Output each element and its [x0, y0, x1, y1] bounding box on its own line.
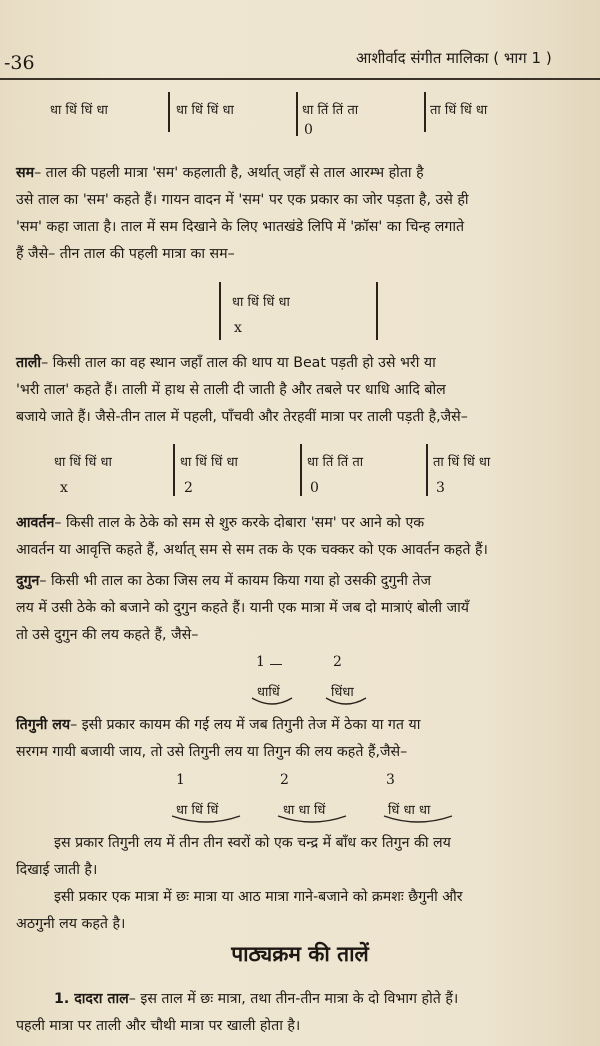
matra-number: 2	[280, 772, 289, 788]
paragraph-line: – किसी भी ताल का ठेका जिस लय में कायम किया गया हो उसकी दुगुनी तेज	[39, 573, 431, 589]
theka-group: धा धिं धिं धा	[50, 103, 108, 118]
chandra-arcs	[248, 696, 428, 712]
term-dugun: दुगुन	[16, 573, 40, 589]
tigun-group: धिं धा धा	[388, 803, 431, 818]
tali-paragraph	[16, 350, 586, 431]
theka-group: धा तिं तिं ता	[307, 455, 364, 470]
vibhag-divider	[300, 444, 302, 496]
paragraph-line: – किसी ताल का वह स्थान जहाँ ताल की थाप या Beat पड़ती हो उसे भरी या	[41, 355, 436, 371]
paragraph-line: – ताल की पहली मात्रा 'सम' कहलाती है, अर्थात् जहाँ से ताल आरम्भ होता है	[34, 165, 424, 181]
term-tigun: तिगुनी लय	[16, 717, 71, 733]
vibhag-divider	[424, 92, 426, 132]
dugun-group: धाधिं	[257, 685, 280, 700]
paragraph-line: सरगम गायी बजायी जाय, तो उसे तिगुनी लय या तिगुन की लय कहते हैं,जैसे–	[16, 744, 408, 760]
paragraph-line: बजाये जाते हैं। जैसे-तीन ताल में पहली, पाँचवी और तेरहवीं मात्रा पर ताली पड़ती है,जैसे–	[16, 409, 468, 425]
tigun-group: धा धिं धिं	[176, 803, 219, 818]
theka-group: ता धिं धिं धा	[433, 455, 491, 470]
paragraph-line: दिखाई जाती है।	[16, 862, 98, 878]
paragraph-line: – इसी प्रकार कायम की गई लय में जब तिगुनी तेज में ठेका या गत या	[70, 717, 421, 733]
term-dadra: 1. दादरा ताल	[54, 991, 129, 1007]
matra-number: 1	[256, 654, 265, 670]
chandra-arc	[252, 698, 292, 704]
paragraph-line: – किसी ताल के ठेके को सम से शुरु करके दोबारा 'सम' पर आने को एक	[54, 515, 425, 531]
vibhag-divider	[173, 444, 175, 496]
tie-dash	[270, 664, 282, 665]
paragraph-line: हैं जैसे– तीन ताल की पहली मात्रा का सम–	[16, 246, 235, 262]
paragraph-line: 'भरी ताल' कहते हैं। ताली में हाथ से ताली दी जाती है और तबले पर धाधि आदि बोल	[16, 382, 446, 398]
sam-example-notes: धा धिं धिं धा	[232, 295, 290, 310]
vibhag-divider	[296, 92, 298, 136]
dadra-paragraph	[16, 986, 586, 1040]
tigun-paragraph	[16, 712, 586, 766]
khali-mark: 0	[310, 480, 319, 496]
dugun-group: धिंधा	[331, 685, 354, 700]
matra-number: 2	[333, 654, 342, 670]
vibhag-divider	[426, 444, 428, 496]
header-rule	[0, 78, 600, 80]
paragraph-line: लय में उसी ठेके को बजाने को दुगुन कहते हैं। यानी एक मात्रा में जब दो मात्राएं बोली जायँ	[16, 600, 470, 616]
paragraph-line: आवर्तन या आवृत्ति कहते हैं, अर्थात् सम से सम तक के एक चक्कर को एक आवर्तन कहते हैं।	[16, 542, 488, 558]
tali-mark: x	[60, 480, 68, 496]
matra-number: 1	[176, 772, 185, 788]
theka-group: धा धिं धिं धा	[180, 455, 238, 470]
paragraph-line: – इस ताल में छः मात्रा, तथा तीन-तीन मात्रा के दो विभाग होते हैं।	[128, 991, 459, 1007]
running-title: आशीर्वाद संगीत मालिका ( भाग 1 )	[356, 49, 552, 67]
theka-group: धा धिं धिं धा	[54, 455, 112, 470]
khali-mark: 0	[304, 122, 313, 138]
term-sam: सम	[16, 165, 35, 181]
vibhag-divider	[168, 92, 170, 132]
chandra-arc	[326, 698, 366, 704]
avartan-paragraph	[16, 510, 586, 564]
chandra-arc	[278, 816, 346, 822]
paragraph-line: इसी प्रकार एक मात्रा में छः मात्रा या आठ मात्रा गाने-बजाने को क्रमशः छैगुनी और	[54, 889, 463, 905]
sam-example-right-bar	[376, 282, 378, 340]
page-number: -36	[4, 52, 35, 74]
sam-paragraph	[16, 160, 586, 268]
tigun-group: धा धा धिं	[283, 803, 326, 818]
paragraph-line: पहली मात्रा पर ताली और चौथी मात्रा पर खाली होता है।	[16, 1018, 301, 1034]
paragraph-line: तो उसे दुगुन की लय कहते हैं, जैसे–	[16, 627, 199, 643]
matra-number: 3	[386, 772, 395, 788]
chhagun-paragraph	[16, 884, 586, 938]
theka-group: धा धिं धिं धा	[176, 103, 234, 118]
sam-cross-mark: x	[234, 320, 242, 336]
paragraph-line: अठगुनी लय कहते है।	[16, 916, 126, 932]
chandra-arc	[172, 816, 240, 822]
chandra-arc	[384, 816, 452, 822]
term-tali: ताली	[16, 355, 42, 371]
theka-group: ता धिं धिं धा	[430, 103, 488, 118]
dugun-paragraph	[16, 568, 586, 649]
chandra-arcs	[168, 814, 468, 830]
paragraph-line: इस प्रकार तिगुनी लय में तीन तीन स्वरों को एक चन्द्र में बाँध कर तिगुन की लय	[54, 835, 451, 851]
paragraph-line: 'सम' कहा जाता है। ताल में सम दिखाने के लिए भातखंडे लिपि में 'क्रॉस' का चिन्ह लगाते	[16, 219, 465, 235]
paragraph-line: उसे ताल का 'सम' कहते हैं। गायन वादन में 'सम' पर एक प्रकार का जोर पड़ता है, उसे ही	[16, 192, 469, 208]
theka-group: धा तिं तिं ता	[302, 103, 359, 118]
section-heading: पाठ्यक्रम की तालें	[231, 942, 369, 966]
term-avartan: आवर्तन	[16, 515, 55, 531]
sam-example-left-bar	[219, 282, 221, 340]
chandra-paragraph	[16, 830, 586, 884]
tali-mark: 3	[436, 480, 445, 496]
tali-mark: 2	[184, 480, 193, 496]
